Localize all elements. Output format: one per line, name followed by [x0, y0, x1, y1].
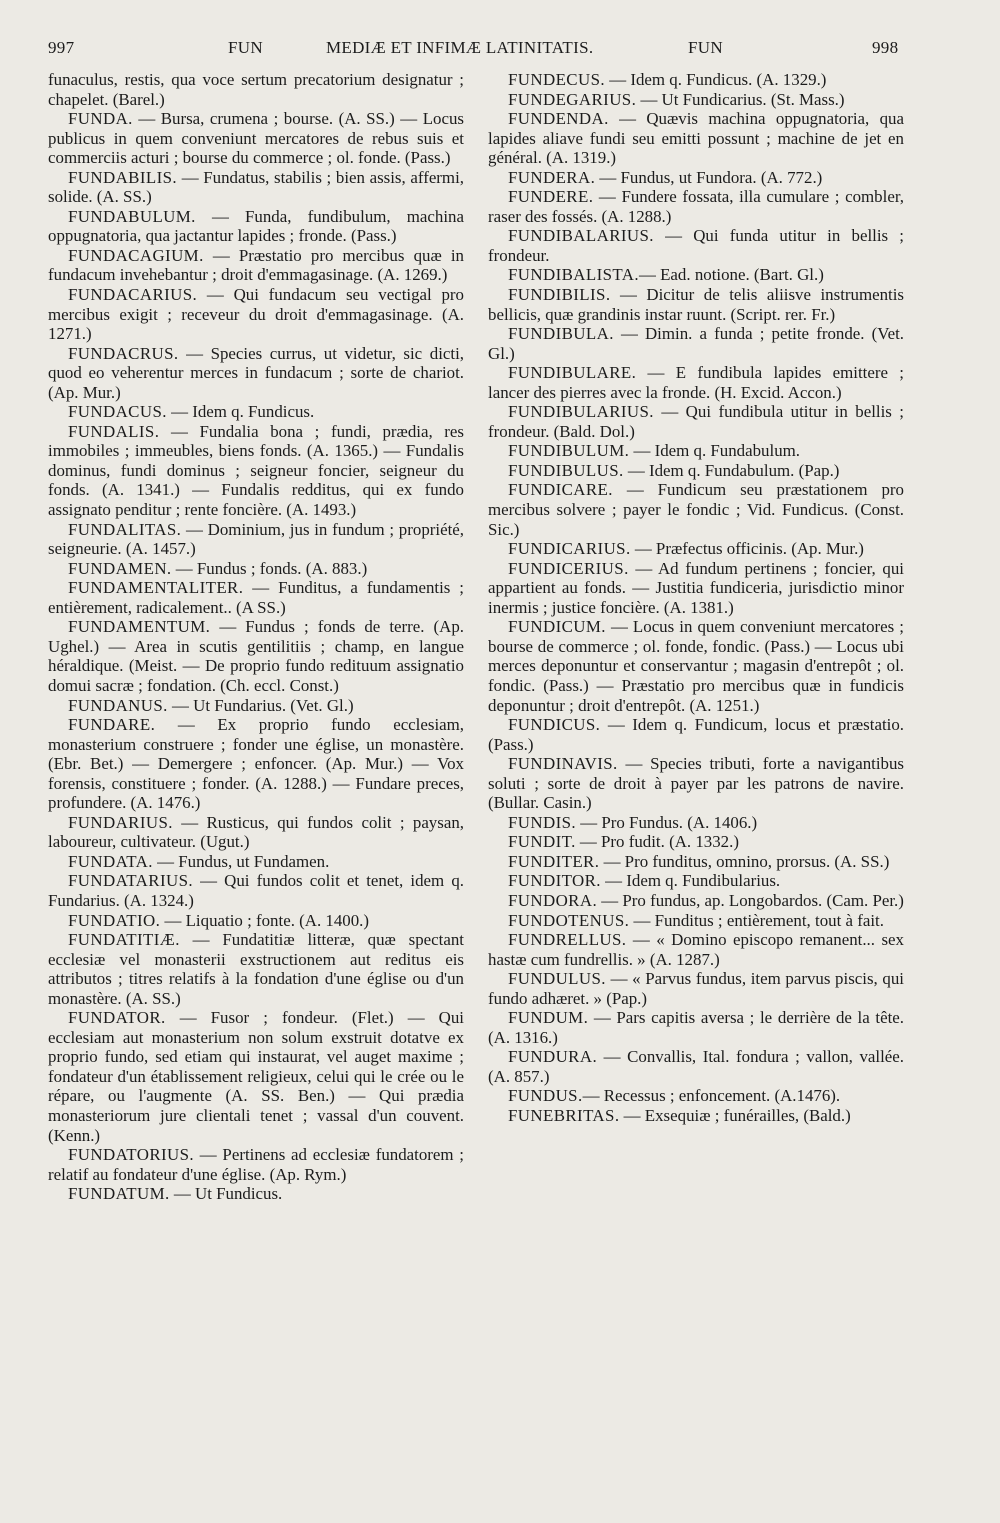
entry-definition: — Qui fundacum seu vectigal pro mercibus exigit ; receveur du droit d'emmagasinage. (A. 1271.) [48, 285, 464, 344]
entry-definition: — Qui fundibula utitur in bellis ; frondeur. (Bald. Dol.) [488, 402, 904, 441]
entry-headword: FUNDATUM. [68, 1184, 170, 1204]
dictionary-entry [48, 617, 464, 695]
dictionary-entry [488, 402, 904, 441]
page-title: MEDIÆ ET INFIMÆ LATINITATIS. [326, 38, 594, 57]
dictionary-entry [48, 246, 464, 285]
entry-headword: FUNDUS. [508, 1086, 583, 1106]
dictionary-entry [48, 1008, 464, 1145]
entry-definition: — Species tributi, forte a navigantibus soluti ; sorte de droit à payer par les patrons de navire. (Bullar. Casin.) [488, 754, 904, 813]
entry-headword: FUNDERE. [508, 187, 594, 207]
entry-headword: FUNDALITAS. [68, 519, 182, 539]
entry-headword: FUNDATIO. [68, 910, 161, 930]
entry-definition: — E fundibula lapides emittere ; lancer des pierres avec la fronde. (H. Excid. Accon.) [488, 363, 904, 402]
dictionary-entry [488, 187, 904, 226]
entry-headword: FUNDICARIUS. [508, 539, 631, 559]
entry-headword: FUNDIBULUM. [508, 441, 630, 461]
entry-definition: — Fundalia bona ; fundi, prædia, res immobiles ; immeubles, biens fonds. (A. 1365.) — Fundalis dominus, fundi dominus ; seigneur foncier, seigneur du fonds. (A. 1341.) — Fundalis redditus, qui ex fundo assignato penditur ; rente foncière. (A. 1493.) [48, 421, 464, 520]
entry-definition: — Fundus, ut Fundamen. [152, 851, 330, 871]
entry-headword: FUNDARE. [68, 715, 156, 735]
dictionary-entry [48, 930, 464, 1008]
dictionary-entry [48, 696, 464, 716]
entry-headword: FUNDANUS. [68, 695, 168, 715]
dictionary-entry [488, 539, 904, 559]
entry-headword: FUNDECUS. [508, 70, 605, 89]
dictionary-entry [488, 1047, 904, 1086]
entry-headword: FUNDACARIUS. [68, 285, 198, 305]
entry-definition: — Rusticus, qui fundos colit ; paysan, laboureur, cultivateur. (Ugut.) [48, 812, 464, 852]
entry-definition: — Præstatio pro mercibus quæ in fundacum invehebantur ; droit d'emmagasinage. (A. 1269.) [48, 245, 464, 285]
dictionary-entry [488, 754, 904, 813]
entry-definition: — Ut Fundicarius. (St. Mass.) [636, 89, 845, 109]
dictionary-entry [488, 1008, 904, 1047]
dictionary-entry [488, 930, 904, 969]
entry-headword: FUNDITOR. [508, 871, 601, 891]
entry-headword: FUNDACUS. [68, 402, 167, 422]
dictionary-entry [48, 168, 464, 207]
entry-headword: FUNDIT. [508, 832, 576, 852]
entry-headword: FUNDICUS. [508, 715, 601, 735]
entry-definition: — Bursa, crumena ; bourse. (A. SS.) — Locus publicus in quem conveniunt mercatores de rebus suis et commerciis acturi ; bourse du commerce ; ol. fonde. (Pass.) [48, 109, 464, 168]
entry-headword: FUNDABILIS. [68, 167, 178, 187]
dictionary-entry [488, 832, 904, 852]
entry-definition: — Idem q. Fundicum, locus et præstatio. (Pass.) [488, 715, 904, 754]
entry-definition: — Dominium, jus in fundum ; propriété, seigneurie. (A. 1457.) [48, 519, 464, 559]
entry-definition: — Fusor ; fondeur. (Flet.) — Qui ecclesiam aut monasterium non solum exstruit dotatve ex proprio fundo, sed etiam qui instaurat, vel auget maxime ; fondateur d'un établissement religieux, celui qui le crée ou le répare, ou l'augmente (A. SS. Ben.) — Qui prædia monasteriorum jure clientali tenet ; vassal d'un couvent. (Kenn.) [48, 1008, 464, 1145]
entry-headword: FUNDATITIÆ. [68, 930, 180, 950]
entry-definition: — Ex proprio fundo ecclesiam, monasterium construere ; fonder une église, un monastère. (Ebr. Bet.) — Demergere ; enfoncer. (Ap. Mur.) — Vox forensis, constituere ; fonder. (A. 1288.) — Fundare preces, profundere. (A. 1476.) [48, 715, 464, 813]
entry-headword: FUNEBRITAS. [508, 1105, 620, 1125]
entry-definition: — Pars capitis aversa ; le derrière de la tête. (A. 1316.) [488, 1008, 904, 1047]
entry-definition: — Idem q. Fundibularius. [600, 871, 781, 891]
entry-headword: FUNDITER. [508, 851, 600, 871]
dictionary-entry [488, 90, 904, 110]
entry-headword: FUNDUM. [508, 1008, 589, 1028]
entry-headword: FUNDARIUS. [68, 812, 173, 832]
entry-definition: — Funda, fundibulum, machina oppugnatoria, qua jactantur lapides ; fronde. (Pass.) [48, 206, 464, 246]
dictionary-entry [488, 969, 904, 1008]
dictionary-entry [488, 559, 904, 618]
entry-definition: — « Domino episcopo remanent... sex hastæ cum fundrellis. » (A. 1287.) [488, 930, 904, 969]
dictionary-entry [488, 109, 904, 168]
entry-definition: — Qui fundos colit et tenet, idem q. Fundarius. (A. 1324.) [48, 871, 464, 910]
entry-definition: — Ut Fundarius. (Vet. Gl.) [167, 695, 354, 715]
entry-headword: FUNDAMENTUM. [68, 617, 211, 637]
left-column [48, 70, 464, 1470]
dictionary-entry [48, 520, 464, 559]
entry-definition: — Fundere fossata, illa cumulare ; combler, raser des fossés. (A. 1288.) [488, 187, 904, 226]
entry-headword: FUNDRELLUS. [508, 930, 627, 950]
entry-definition: — Ad fundum pertinens ; foncier, qui appartient au fonds. — Justitia fundiceria, jurisdictio minor inermis ; justice foncière. (A. 1381.) [488, 558, 904, 617]
entry-headword: FUNDAMENTALITER. [68, 578, 244, 598]
entry-headword: FUNDORA. [508, 890, 598, 910]
entry-definition: — Præfectus officinis. (Ap. Mur.) [630, 539, 864, 559]
entry-headword: FUNDOTENUS. [508, 910, 630, 930]
dictionary-entry [488, 871, 904, 891]
entry-definition: — Dicitur de telis aliisve instrumentis bellicis, quæ grandinis instar ruunt. (Script. rer. Fr.) [488, 285, 904, 324]
entry-headword: FUNDAMEN. [68, 558, 172, 578]
page-number-left: 997 [48, 38, 75, 57]
dictionary-entry [488, 480, 904, 539]
entry-definition: — Dimin. a funda ; petite fronde. (Vet. Gl.) [488, 324, 904, 363]
entry-headword: FUNDIBULA. [508, 324, 614, 344]
right-column [488, 70, 904, 1470]
dictionary-entry [488, 441, 904, 461]
dictionary-entry [48, 422, 464, 520]
dictionary-entry [48, 1145, 464, 1184]
entry-definition: — Fundatitiæ litteræ, quæ spectant ecclesiæ vel monasterii exstructionem aut reditus eis attributos ; titres relatifs à la fondation d'une église ou d'un monastère. (A. SS.) [48, 930, 464, 1008]
entry-headword: FUNDA. [68, 109, 133, 129]
dictionary-entry [48, 813, 464, 852]
entry-definition: — Pro fundus, ap. Longobardos. (Cam. Per.) [597, 890, 904, 910]
dictionary-entry [488, 265, 904, 285]
dictionary-entry [488, 1086, 904, 1106]
entry-definition: — Quævis machina oppugnatoria, qua lapides aliave fundi seu emitti possunt ; machine de jet en général. (A. 1319.) [488, 109, 904, 168]
entry-definition: — Pro Fundus. (A. 1406.) [576, 812, 758, 832]
entry-definition: — Exsequiæ ; funérailles, (Bald.) [619, 1105, 851, 1125]
dictionary-entry [488, 70, 904, 90]
dictionary-entry [48, 871, 464, 910]
entry-definition: — Fundatus, stabilis ; bien assis, affermi, solide. (A. SS.) [48, 167, 464, 207]
entry-headword: FUNDURA. [508, 1047, 598, 1067]
entry-headword: FUNDULUS. [508, 969, 606, 989]
dictionary-entry [488, 891, 904, 911]
entry-definition: — Funditus, a fundamentis ; entièrement, radicalement.. (A SS.) [48, 578, 464, 617]
entry-headword: FUNDACAGIUM. [68, 245, 204, 265]
dictionary-entry [48, 207, 464, 246]
entry-headword: FUNDIBULARE. [508, 363, 637, 383]
entry-headword: FUNDICERIUS. [508, 558, 629, 578]
page-number-right: 998 [872, 38, 899, 57]
dictionary-entry [48, 285, 464, 344]
entry-definition: — Idem q. Fundicus. (A. 1329.) [605, 70, 827, 89]
entry-headword: FUNDIBULARIUS. [508, 402, 654, 422]
entry-definition: — Ut Fundicus. [169, 1184, 283, 1204]
dictionary-entry [488, 363, 904, 402]
entry-definition: — Ead. notione. (Bart. Gl.) [639, 265, 824, 285]
entry-headword: FUNDATORIUS. [68, 1145, 195, 1165]
entry-definition: — Qui funda utitur in bellis ; frondeur. [488, 226, 904, 265]
entry-definition: — Fundus, ut Fundora. (A. 772.) [595, 167, 823, 187]
entry-definition: — Pro fudit. (A. 1332.) [575, 832, 739, 852]
entry-definition: funaculus, restis, qua voce sertum precatorium designatur ; chapelet. (Barel.) [48, 70, 464, 109]
dictionary-entry [488, 461, 904, 481]
dictionary-entry [48, 715, 464, 813]
entry-definition: — Fundus ; fonds de terre. (Ap. Ughel.) — Area in scutis gentilitiis ; champ, en langue héraldique. (Meist. — De proprio fundo redituum assignatio domui sacræ ; fondation. (Ch. eccl. Const.) [48, 617, 464, 695]
dictionary-entry [488, 715, 904, 754]
entry-headword: FUNDIBULUS. [508, 460, 624, 480]
entry-definition: — Idem q. Fundabulum. [629, 441, 801, 461]
entry-definition: — Liquatio ; fonte. (A. 1400.) [160, 910, 370, 930]
entry-headword: FUNDALIS. [68, 421, 160, 441]
dictionary-entry [48, 70, 464, 109]
entry-headword: FUNDIBALISTA. [508, 265, 639, 285]
dictionary-entry [48, 911, 464, 931]
dictionary-entry [48, 1184, 464, 1204]
entry-headword: FUNDATA. [68, 851, 153, 871]
dictionary-entry [48, 402, 464, 422]
entry-headword: FUNDINAVIS. [508, 754, 618, 774]
entry-headword: FUNDEGARIUS. [508, 89, 637, 109]
dictionary-entry [488, 911, 904, 931]
entry-headword: FUNDATARIUS. [68, 871, 193, 891]
dictionary-entry [488, 226, 904, 265]
entry-headword: FUNDICUM. [508, 617, 606, 637]
entry-definition: — Idem q. Fundabulum. (Pap.) [623, 460, 840, 480]
entry-definition: — Convallis, Ital. fondura ; vallon, vallée. (A. 857.) [488, 1047, 904, 1086]
dictionary-entry [48, 852, 464, 872]
entry-headword: FUNDENDA. [508, 109, 609, 129]
entry-definition: — Funditus ; entièrement, tout à fait. [629, 910, 884, 930]
entry-headword: FUNDABULUM. [68, 206, 196, 226]
entry-headword: FUNDATOR. [68, 1008, 166, 1028]
entry-definition: — « Parvus fundus, item parvus piscis, qui fundo adhæret. » (Pap.) [488, 969, 904, 1008]
entry-definition: — Locus in quem conveniunt mercatores ; bourse de commerce ; ol. fonde, fondic. (Pass.) — Locus ubi merces deponuntur et conservantur ; magasin d'entrepôt ; ol. fondic. (Pass.) — Præstatio pro mercibus quæ in fundicis deponuntur ; droit d'entrepôt. (A. 1251.) [488, 617, 904, 715]
entry-definition: — Recessus ; enfoncement. (A.1476). [582, 1086, 841, 1106]
entry-headword: FUNDERA. [508, 167, 596, 187]
entry-definition: — Pertinens ad ecclesiæ fundatorem ; relatif au fondateur d'une église. (Ap. Rym.) [48, 1145, 464, 1184]
entry-headword: FUNDIBILIS. [508, 285, 611, 305]
dictionary-entry [488, 852, 904, 872]
dictionary-entry [48, 344, 464, 403]
entry-headword: FUNDICARE. [508, 480, 613, 500]
dictionary-entry [488, 617, 904, 715]
entry-definition: — Pro funditus, omnino, prorsus. (A. SS.) [599, 851, 890, 871]
entry-definition: — Species currus, ut videtur, sic dicti, quod eo veherentur merces in fundacum ; sorte de chariot. (Ap. Mur.) [48, 343, 464, 402]
running-head-right: FUN [688, 38, 723, 57]
dictionary-entry [488, 168, 904, 188]
page-header [0, 38, 1000, 66]
dictionary-entry [48, 559, 464, 579]
running-head-left: FUN [228, 38, 263, 57]
entry-headword: FUNDIS. [508, 812, 577, 832]
entry-definition: — Fundus ; fonds. (A. 883.) [171, 558, 368, 578]
dictionary-entry [488, 285, 904, 324]
dictionary-entry [488, 324, 904, 363]
entry-definition: — Fundicum seu præstationem pro mercibus solvere ; payer le fondic ; Vid. Fundicus. (Const. Sic.) [488, 480, 904, 539]
dictionary-entry [488, 1106, 904, 1126]
entry-headword: FUNDACRUS. [68, 343, 179, 363]
entry-definition: — Idem q. Fundicus. [166, 402, 315, 422]
dictionary-entry [48, 109, 464, 168]
entry-headword: FUNDIBALARIUS. [508, 226, 654, 246]
dictionary-entry [48, 578, 464, 617]
dictionary-entry [488, 813, 904, 833]
